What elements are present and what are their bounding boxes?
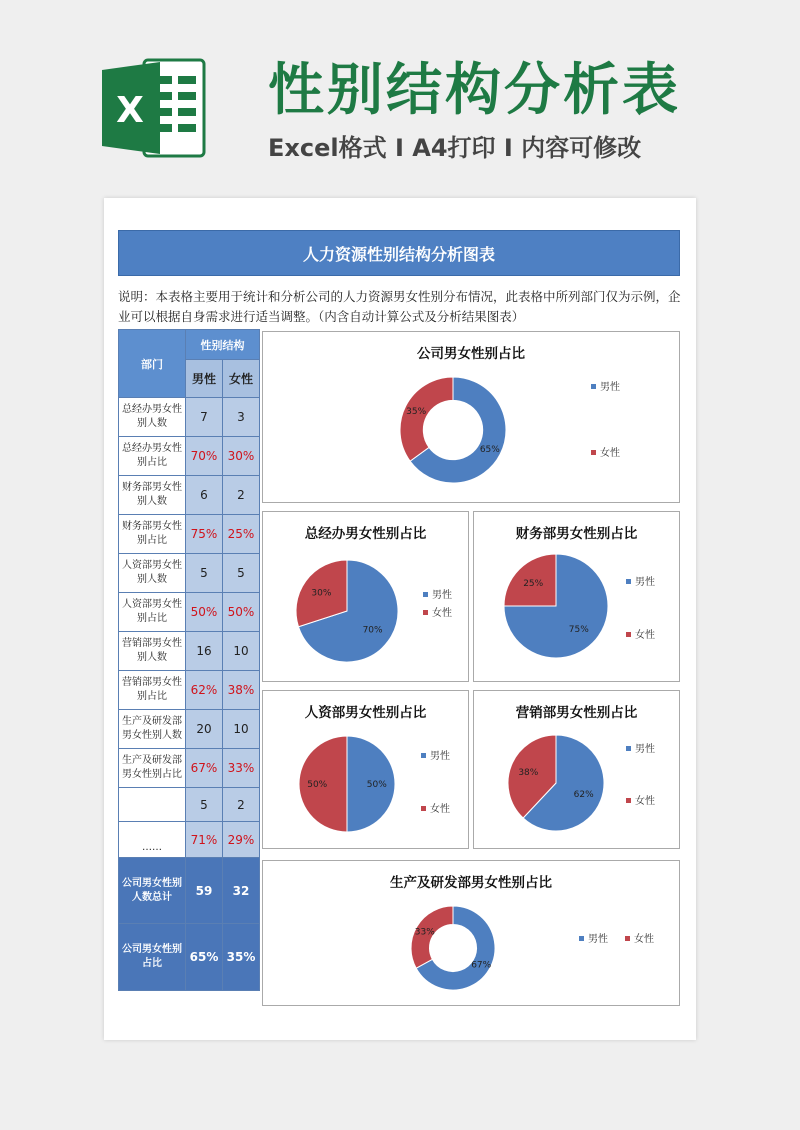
table-row xyxy=(119,822,260,858)
female-value: 10 xyxy=(223,710,260,749)
dept-header: 部门 xyxy=(119,330,186,398)
total-row xyxy=(119,858,260,924)
legend-label-female: 女性 xyxy=(635,796,655,807)
table-row xyxy=(119,554,260,593)
chart-gm-svg xyxy=(263,512,470,683)
data-label: 62% xyxy=(573,789,594,800)
legend-swatch-female xyxy=(626,632,631,637)
data-label: 50% xyxy=(307,780,328,790)
female-value: 29% xyxy=(223,822,260,858)
chart-hr xyxy=(262,690,469,849)
legend-label-female: 女性 xyxy=(432,608,452,619)
legend-label-male: 男性 xyxy=(635,744,655,755)
data-label: 67% xyxy=(471,960,492,971)
female-header: 女性 xyxy=(223,360,260,398)
male-total: 59 xyxy=(186,858,223,924)
table-row xyxy=(119,398,260,437)
male-value: 75% xyxy=(186,515,223,554)
row-label: …… xyxy=(119,822,186,858)
female-value: 3 xyxy=(223,398,260,437)
chart-sales xyxy=(473,690,680,849)
male-value: 67% xyxy=(186,749,223,788)
chart-title: 营销部男女性别占比 xyxy=(515,705,638,721)
row-label: 人资部男女性别人数 xyxy=(119,554,186,593)
legend-swatch-female xyxy=(591,450,596,455)
row-label: 总经办男女性别占比 xyxy=(119,437,186,476)
table-row xyxy=(119,749,260,788)
legend-swatch-male xyxy=(591,384,596,389)
male-value: 5 xyxy=(186,554,223,593)
table-row xyxy=(119,788,260,822)
excel-logo-icon xyxy=(100,56,208,160)
chart-title: 公司男女性别占比 xyxy=(417,346,525,362)
sheet-banner: 人力资源性别结构分析图表 xyxy=(118,230,680,276)
legend-label-male: 男性 xyxy=(430,751,450,762)
male-value: 62% xyxy=(186,671,223,710)
legend-swatch-male xyxy=(579,936,584,941)
row-label: 总经办男女性别人数 xyxy=(119,398,186,437)
table-row xyxy=(119,515,260,554)
female-value: 33% xyxy=(223,749,260,788)
male-total: 65% xyxy=(186,924,223,991)
document-sheet xyxy=(104,198,696,1040)
male-header: 男性 xyxy=(186,360,223,398)
gender-table xyxy=(118,329,260,991)
legend-swatch-male xyxy=(626,579,631,584)
row-label: 财务部男女性别占比 xyxy=(119,515,186,554)
row-label: 财务部男女性别人数 xyxy=(119,476,186,515)
table-row xyxy=(119,593,260,632)
male-value: 5 xyxy=(186,788,223,822)
row-label: 生产及研发部男女性别占比 xyxy=(119,749,186,788)
legend-swatch-female xyxy=(625,936,630,941)
legend-label-male: 男性 xyxy=(635,577,655,588)
female-value: 38% xyxy=(223,671,260,710)
male-value: 50% xyxy=(186,593,223,632)
female-value: 2 xyxy=(223,788,260,822)
chart-rd-svg xyxy=(263,861,681,1007)
total-row xyxy=(119,924,260,991)
chart-sales-svg xyxy=(474,691,681,850)
row-label: 营销部男女性别人数 xyxy=(119,632,186,671)
legend-label-male: 男性 xyxy=(588,934,608,945)
legend-swatch-female xyxy=(626,798,631,803)
female-value: 50% xyxy=(223,593,260,632)
chart-title: 财务部男女性别占比 xyxy=(515,526,638,542)
male-value: 20 xyxy=(186,710,223,749)
chart-rd xyxy=(262,860,680,1006)
chart-gm xyxy=(262,511,469,682)
data-label: 75% xyxy=(568,624,589,635)
legend-label-male: 男性 xyxy=(432,590,452,601)
chart-finance xyxy=(473,511,680,682)
legend-label-female: 女性 xyxy=(430,804,450,815)
chart-company-svg xyxy=(263,332,681,504)
gender-group-header: 性别结构 xyxy=(186,330,260,360)
legend-label-female: 女性 xyxy=(634,934,654,945)
female-value: 5 xyxy=(223,554,260,593)
female-value: 25% xyxy=(223,515,260,554)
row-label: 营销部男女性别占比 xyxy=(119,671,186,710)
row-label: 人资部男女性别占比 xyxy=(119,593,186,632)
row-label xyxy=(119,788,186,822)
legend-label-female: 女性 xyxy=(600,448,620,459)
legend-swatch-male xyxy=(421,753,426,758)
female-value: 10 xyxy=(223,632,260,671)
male-value: 6 xyxy=(186,476,223,515)
chart-title: 人资部男女性别占比 xyxy=(304,705,427,721)
data-label: 38% xyxy=(518,768,539,779)
female-value: 30% xyxy=(223,437,260,476)
table-row xyxy=(119,476,260,515)
male-value: 71% xyxy=(186,822,223,858)
female-total: 32 xyxy=(223,858,260,924)
row-label: 生产及研发部男女性别人数 xyxy=(119,710,186,749)
chart-hr-svg xyxy=(263,691,470,850)
legend-swatch-female xyxy=(421,806,426,811)
table-row xyxy=(119,710,260,749)
data-label: 25% xyxy=(523,579,544,590)
legend-swatch-female xyxy=(423,610,428,615)
data-label: 50% xyxy=(366,780,387,790)
sheet-description: 说明：本表格主要用于统计和分析公司的人力资源男女性别分布情况，此表格中所列部门仅为示例，企业可以根据自身需求进行适当调整。（内含自动计算公式及分析结果图表） xyxy=(118,289,681,324)
data-label: 35% xyxy=(406,407,427,418)
female-value: 2 xyxy=(223,476,260,515)
data-label: 33% xyxy=(414,927,435,938)
chart-company xyxy=(262,331,680,503)
data-label: 70% xyxy=(362,625,383,636)
total-label: 公司男女性别占比 xyxy=(119,924,186,991)
male-value: 70% xyxy=(186,437,223,476)
table-row xyxy=(119,632,260,671)
legend-swatch-male xyxy=(423,592,428,597)
legend-swatch-male xyxy=(626,746,631,751)
data-label: 30% xyxy=(311,588,332,599)
logo-letter: X xyxy=(116,90,144,131)
chart-finance-svg xyxy=(474,512,681,683)
legend-label-female: 女性 xyxy=(635,630,655,641)
chart-title: 生产及研发部男女性别占比 xyxy=(390,875,552,891)
total-label: 公司男女性别人数总计 xyxy=(119,858,186,924)
page-subtitle: Excel格式 Ⅰ A4打印 Ⅰ 内容可修改 xyxy=(268,134,642,162)
pie-slice-female xyxy=(400,377,453,461)
table-row xyxy=(119,671,260,710)
chart-title: 总经办男女性别占比 xyxy=(304,526,427,542)
male-value: 7 xyxy=(186,398,223,437)
table-row xyxy=(119,437,260,476)
page-title: 性别结构分析表 xyxy=(268,58,681,123)
male-value: 16 xyxy=(186,632,223,671)
legend-label-male: 男性 xyxy=(600,382,620,393)
female-total: 35% xyxy=(223,924,260,991)
data-label: 65% xyxy=(479,444,500,455)
